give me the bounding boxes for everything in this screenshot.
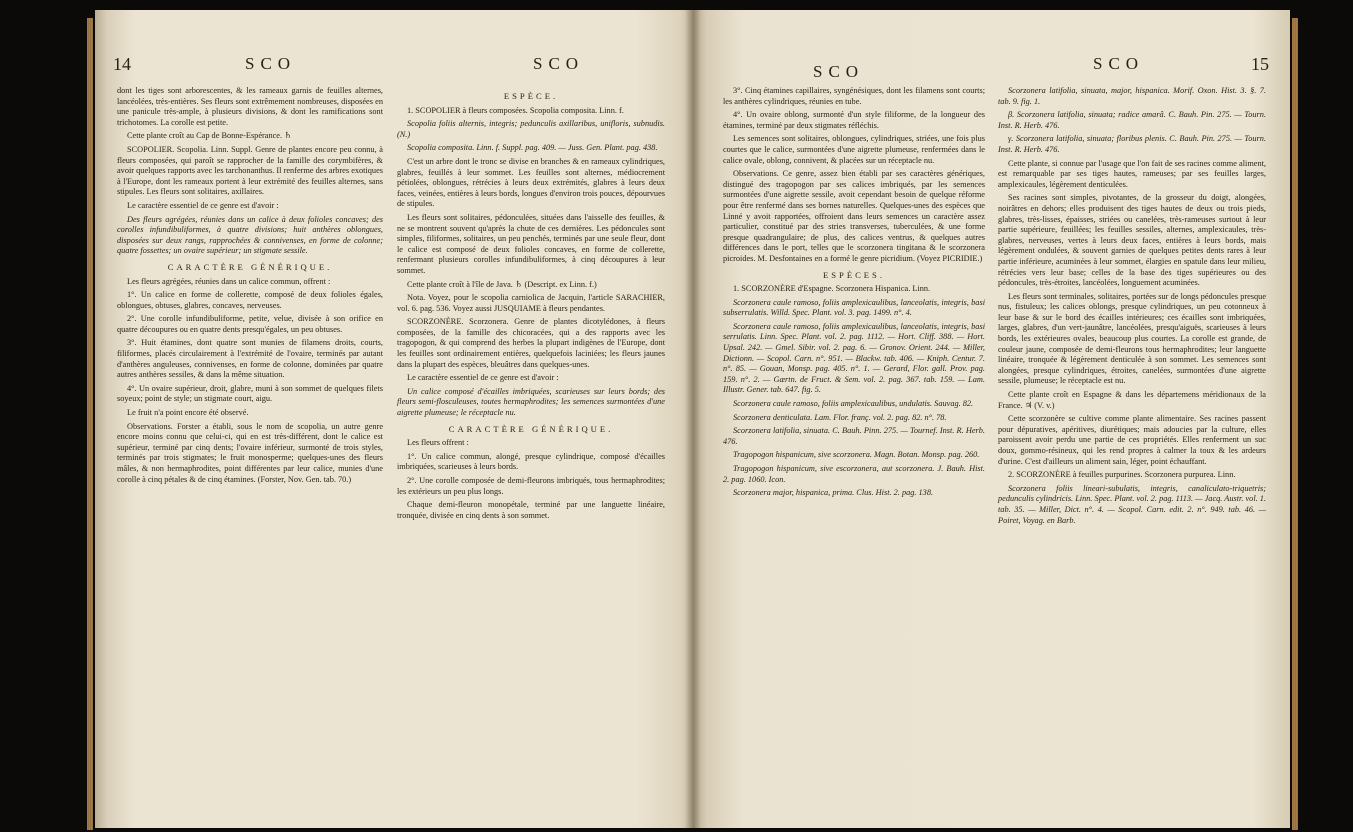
right-column-2 (998, 86, 1266, 529)
paragraph: Le fruit n'a point encore été observé. (127, 408, 249, 418)
paragraph: Scorzonera caule ramoso, foliis amplexicaulibus, undulatis. Sauvag. 82. (733, 399, 974, 409)
paragraph: Ses racines sont simples, pivotantes, de la grosseur du doigt, alongées, noirâtres en dehors; elles produisent des tiges hautes de deux ou trois pieds, glabres, très-lisses, épaisses, striées ou canelées, très-rameuses surtout à leur partie supérieure, feuillées; les feuilles sessiles, alternes, amplexicaules, très-glabres, nerveuses, vertes à leurs deux faces, entières à leurs bords, mais légèrement ondulées, & souvent garnies de quelques petites dents rares à leur partie inférieure, acuminées à leur sommet, élargies en spatule dans leur milieu, rétrécies vers leur base; celles de la base des tiges supérieures ou des pédoncules, très-étroites, lancéolées, longuement acuminées. (998, 193, 1266, 288)
paragraph: 1. SCOPOLIER à fleurs composées. Scopolia composita. Linn. f. (407, 105, 624, 115)
paragraph: γ. Scorzonera latifolia, sinuata; floribus plenis. C. Bauh. Pin. 275. — Tourn. Inst. R. Herb. 476. (998, 134, 1266, 154)
left-header-col2: SCO (533, 54, 585, 73)
left-header-col1: SCO (245, 54, 297, 73)
left-page-number: 14 (113, 54, 131, 74)
paragraph: Cette plante, si connue par l'usage que l'on fait de ses racines comme aliment, est remarquable par ses tiges hautes, rameuses; par ses feuilles larges, amplexicaules, légèrement denticulées. (998, 158, 1266, 189)
section-heading: CARACTÈRE GÉNÉRIQUE. (167, 261, 333, 272)
right-header-col1: SCO (813, 62, 865, 81)
section-heading: ESPÈCE. (503, 91, 559, 101)
paragraph: Le caractère essentiel de ce genre est d'avoir : (127, 200, 279, 210)
left-page (95, 10, 693, 828)
paragraph: Les fleurs agrégées, réunies dans un calice commun, offrent : (127, 276, 331, 286)
left-column-1 (117, 86, 383, 488)
paragraph: Scorzonera caule ramoso, foliis amplexicaulibus, lanceolatis, integris, basi serrulatis. Linn. Spec. Plant. vol. 2. pag. 1112. — Hort. Cliff. 388. — Hort. Upsal. 242. — Gmel. Sibir. vol. 2. pag. 6. — Gronov. Orient. 244. — Miller, Dictionn. — Scopol. Carn. n°. 951. — Blackw. tab. 406. — Kniph. Centur. 7. n°. 85. — Gouan, Monsp. pag. 405. n°. 1. — Gerard, Flor. gall. Prov. pag. 159. n°. 2. — Gærtn. de Fruct. & Sem. vol. 2. pag. 367. tab. 159. — Lam. Illustr. Gener. tab. 647. fig. 5. (723, 321, 985, 395)
paragraph: Scorzonera latifolia, sinuata. C. Bauh. Pinn. 275. — Tournef. Inst. R. Herb. 476. (723, 426, 985, 446)
paragraph: Les fleurs sont solitaires, pédonculées, situées dans l'aisselle des feuilles, & ne se montrent souvent qu'après la chute de ces dernières. Les pédoncules sont simples, filiformes, solitaires, un peu penchés, terminés par une seule fleur, dont le calice est composé de deux folioles concaves, en forme de collerette, renfermant plusieurs corolles infundibuliformes, à cinq découpures à leur sommet. (397, 212, 665, 275)
paragraph: 1°. Un calice commun, alongé, presque cylindrique, composé d'écailles imbriquées, scarieuses à leurs bords. (397, 451, 665, 472)
paragraph: Cette scorzonère se cultive comme plante alimentaire. Ses racines passent pour dépuratives, apéritives, diurétiques; mais adoucies par la culture, elles paroissent avoir perdu une partie de ces propriétés. Elles renferment un suc doux, gommo-résineux, qui les rend propres à calmer la toux & les ardeurs d'urine. C'est d'ailleurs un aliment sain, léger, point échauffant. (998, 414, 1266, 466)
paragraph: Les semences sont solitaires, oblongues, cylindriques, striées, une fois plus courtes que le calice, surmontées d'une aigrette plumeuse, renfermées dans le calice ovale, oblong, connivent, & placées sur un réceptacle nu. (723, 134, 985, 165)
paragraph: Les fleurs sont terminales, solitaires, portées sur de longs pédoncules presque nus, fistuleux; les calices oblongs, presque cylindriques, un peu cotonneux à leur base & sur le bord des écailles intérieures; ces écailles sont imbriquées, larges, glabres, d'un vert-jaunâtre, lancéolées, presqu'aiguës, scarieuses à leurs bords, les extérieures ovales, beaucoup plus courtes. La corolle est grande, de couleur jaune, composée de demi-fleurons tous hermaphrodites; leur languette linéaire, tronquée & légèrement denticulée à son sommet. Les semences sont alongées, presque cylindriques, étroites, canelées, surmontées d'une aigrette sessile, plumeuse; le réceptacle est nu. (998, 291, 1266, 386)
section-heading: ESPÈCES. (823, 269, 885, 280)
paragraph: 2°. Une corolle composée de demi-fleurons imbriqués, tous hermaphrodites; les extérieurs un peu plus longs. (397, 476, 665, 496)
paragraph: Les fleurs offrent : (407, 438, 469, 448)
paragraph: Nota. Voyez, pour le scopolia carniolica de Jacquin, l'article SARACHIER, vol. 6. pag. 536. Voyez aussi JUSQUIAME à fleurs pendantes. (397, 293, 665, 313)
paragraph: 4°. Un ovaire oblong, surmonté d'un style filiforme, de la longueur des étamines, terminé par deux stigmates réfléchis. (723, 110, 985, 130)
paragraph: Scorzonera denticulata. Lam. Flor. franç. vol. 2. pag. 82. n°. 78. (733, 412, 947, 422)
paragraph: Scopolia composita. Linn. f. Suppl. pag. 409. — Juss. Gen. Plant. pag. 438. (407, 143, 658, 153)
right-page-number: 15 (1251, 54, 1269, 74)
right-column-1 (723, 86, 985, 502)
paragraph: Scorzonera foliis lineari-subulatis, integris, canaliculato-triquetris; pedunculis cylindricis. Linn. Spec. Plant. vol. 2. pag. 1113. — Jacq. Austr. vol. 1. tab. 35. — Miller, Dict. n°. 4. — Scopol. Carn. edit. 2. n°. 949. tab. 46. — Poiret, Voyag. en Barb. (998, 483, 1267, 525)
paragraph: 2°. Une corolle infundibuliforme, petite, velue, divisée à son orifice en quatre découpures ou en quatre dents presqu'égales, un peu obtuses. (117, 314, 383, 334)
paragraph: 4°. Un ovaire supérieur, droit, glabre, muni à son sommet de quelques filets soyeux; point de style; un stigmate court, aigu. (117, 383, 383, 404)
paragraph: Scopolia foliis alternis, integris; pedunculis axillaribus, unifloris, subnudis. (N.) (397, 119, 665, 139)
left-column-2 (397, 86, 665, 524)
paragraph: Tragopogon hispanicum, sive escorzonera, aut scorzonera. J. Bauh. Hist. 2. pag. 1060. Icon. (723, 464, 985, 484)
right-page-edges (1292, 18, 1298, 830)
paragraph: Un calice composé d'écailles imbriquées, scarieuses sur leurs bords; des fleurs semi-flosculeuses, toutes hermaphrodites; les semences surmontées d'une aigrette plumeuse; le réceptacle nu. (397, 386, 665, 418)
paragraph: 1°. Un calice en forme de collerette, composé de deux folioles égales, oblongues, obtuses, glabres, concaves, nerveuses. (117, 290, 383, 310)
book-gutter (685, 10, 701, 828)
right-header-col2: SCO (1093, 54, 1145, 73)
paragraph: 3°. Huit étamines, dont quatre sont munies de filamens droits, courts, filiformes, placés circulairement à l'extrémité de l'ovaire, terminés par autant d'anthères anguleuses, connivenses, en forme de colonne, dominées par quatre autres anthères sessiles, & dans la même situation. (117, 338, 383, 380)
paragraph: Cette plante croît à l'île de Java. ♄ (Descript. ex Linn. f.) (407, 279, 597, 289)
paragraph: SCOPOLIER. Scopolia. Linn. Suppl. Genre de plantes encore peu connu, à fleurs composées, qui paroît se rapprocher de la famille des corymbifères, & avoir quelques rapports avec les tarchonanthus. Il renferme des arbres exotiques à l'Europe, dont les rameaux portent à leur extrémité des feuilles alternes, sans stipules. Les fleurs sont solitaires, axillaires. (117, 144, 383, 197)
paragraph: β. Scorzonera latifolia, sinuata; radice amarâ. C. Bauh. Pin. 275. — Tourn. Inst. R. Herb. 476. (998, 110, 1266, 130)
paragraph: Scorzonera latifolia, sinuata, major, hispanica. Morif. Oxon. Hist. 3. §. 7. tab. 9. fig. 1. (998, 86, 1266, 106)
paragraph: Cette plante croît au Cap de Bonne-Espérance. ♄ (127, 131, 292, 141)
paragraph: Observations. Forster a établi, sous le nom de scopolia, un autre genre encore moins connu que celui-ci, qui en est très-différent, dont le calice est supérieur, terminé par cinq dents; l'ovaire inférieur, surmonté de trois styles, terminés par trois stigmates; le fruit monosperme; quelques-unes des fleurs mâles, & non hermaphrodites, point différentes par leur calice, munies d'une corolle à cinq pétales & de cinq étamines. (Forster, Nov. Gen. tab. 70.) (117, 421, 383, 484)
section-heading: CARACTÈRE GÉNÉRIQUE. (448, 423, 614, 434)
paragraph: 3°. Cinq étamines capillaires, syngénésiques, dont les filamens sont courts; les anthères cylindriques, réunies en tube. (723, 86, 985, 106)
paragraph: C'est un arbre dont le tronc se divise en branches & en rameaux cylindriques, glabres, feuillés à leur sommet. Les feuilles sont alternes, médiocrement pétiolées, oblongues, rétrécies à leurs deux extrémités, glabres à leurs deux faces, veinées, entières à leurs bords, longues d'environ trois pouces, dépourvues de stipules. (397, 156, 665, 209)
paragraph: Tragopogon hispanicum, sive scorzonera. Magn. Botan. Monsp. pag. 260. (733, 450, 980, 460)
paragraph: Chaque demi-fleuron monopétale, terminé par une languette linéaire, tronquée, divisée en cinq dents à son sommet. (397, 500, 665, 520)
paragraph: Le caractère essentiel de ce genre est d'avoir : (407, 373, 559, 383)
paragraph: Observations. Ce genre, assez bien établi par ses caractères génériques, distingué des tragopogon par ses calices imbriqués, par les semences surmontées d'une aigrette sessile, avoit cependant besoin de quelque réforme pour être renfermé dans ses bornes naturelles. Quelques-unes des espèces que Linné y avoit rapportées, offroient dans leurs semences un caractère assez particulier, constitué par des stries transverses, tuberculées, & une forme presque quadrangulaire; de plus, des calices ventrus, & quelques autres différences dans le port, telles que le scorzonera tingitana & le scorzonera picroides. M. Desfontaines en a formé le genre picridium. (Voyez PICRIDIE.) (723, 169, 985, 263)
paragraph: dont les tiges sont arborescentes, & les rameaux garnis de feuilles alternes, lancéolées, très-entières. Ses fleurs sont extrêmement nombreuses, disposées en une panicule très-ample, à plusieurs divisions, & dont les ramifications sont trichotomes. La corolle est petite. (117, 86, 383, 127)
paragraph: 1. SCORZONÈRE d'Espagne. Scorzonera Hispanica. Linn. (733, 284, 931, 294)
paragraph: SCORZONÈRE. Scorzonera. Genre de plantes dicotylédones, à fleurs composées, de la famille des chicoracées, qui a des rapports avec les tragopogon, & qui comprend des herbes la plupart indigènes de l'Europe, dont les feuilles sont ordinairement entières, quelquefois laciniées; les fleurs jaunes dans la plupart des espèces, bleuâtres dans quelques-unes. (397, 317, 665, 369)
paragraph: Scorzonera major, hispanica, prima. Clus. Hist. 2. pag. 138. (733, 488, 934, 498)
right-page (693, 10, 1290, 828)
left-page-edges (87, 18, 93, 830)
paragraph: Des fleurs agrégées, réunies dans un calice à deux folioles concaves; des corolles infundibuliformes, à quatre divisions; huit anthères oblongues, disposées sur deux rangs, rapprochées & connivenses, en forme de colonne; quatre fossettes; un ovaire supérieur; un stigmate sessile. (117, 214, 383, 256)
paragraph: 2. SCORZONÈRE à feuilles purpurines. Scorzonera purpurea. Linn. (1008, 470, 1236, 480)
open-book (95, 10, 1290, 828)
paragraph: Scorzonera caule ramoso, foliis amplexicaulibus, lanceolatis, integris, basi subserrulatis. Willd. Spec. Plant. vol. 3. pag. 1499. n°. 4. (723, 297, 985, 318)
paragraph: Cette plante croît en Espagne & dans les départemens méridionaux de la France. ♃ (V. v.) (998, 390, 1266, 410)
